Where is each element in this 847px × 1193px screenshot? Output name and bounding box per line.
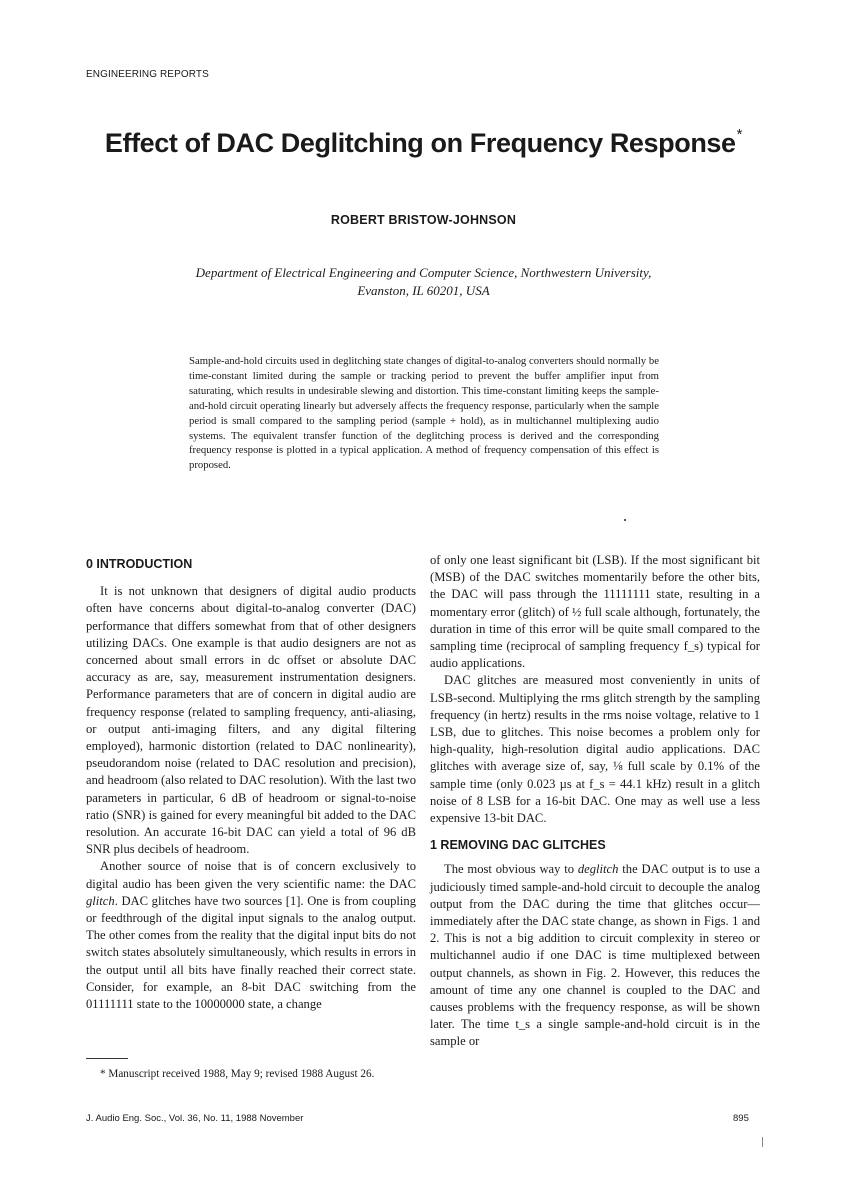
affiliation-line-2: Evanston, IL 60201, USA bbox=[357, 283, 490, 298]
journal-citation: J. Audio Eng. Soc., Vol. 36, No. 11, 1988 November bbox=[86, 1113, 304, 1124]
running-head: ENGINEERING REPORTS bbox=[86, 69, 209, 80]
paper-title bbox=[0, 128, 847, 159]
footnote: * Manuscript received 1988, May 9; revised 1988 August 26. bbox=[100, 1068, 375, 1080]
paragraph-text: . DAC glitches have two sources [1]. One is from coupling or feedthrough of the digital input signals to the analog output. The other comes from the reality that the digital input bits do not switch states absolutely simultaneously, which results in errors in the output until all bits have finally reached their correct state. Consider, for example, an 8-bit DAC switching from the 01111111 state to the 10000000 state, a change bbox=[86, 893, 416, 1012]
left-column bbox=[86, 552, 416, 1013]
right-column bbox=[430, 552, 760, 1051]
paragraph-continued: of only one least significant bit (LSB). If the most significant bit (MSB) of the DAC switches momentarily before the other bits, the DAC will pass through the 11111111 state, resulting in a momentary error (glitch) of ½ full scale although, fortunately, the duration in time of this error will be quite small compared to the sampling time (reciprocal of sampling frequency f_s) typical for audio applications. bbox=[430, 553, 761, 671]
page-number: 895 bbox=[733, 1113, 749, 1124]
affiliation bbox=[100, 264, 747, 300]
paragraph bbox=[86, 858, 416, 1013]
paragraph bbox=[430, 861, 760, 1050]
emphasis: deglitch bbox=[577, 862, 619, 877]
stray-mark bbox=[624, 519, 626, 521]
affiliation-line-1: Department of Electrical Engineering and Computer Science, Northwestern University, bbox=[195, 265, 652, 280]
paragraph-text: the DAC output is to use a judiciously timed sample-and-hold circuit to decouple the analog output from the DAC during the time that glitches occur—immediately after the DAC state change, as shown in Figs. 1 and 2. This is not a big addition to circuit complexity in stereo or multichannel audio if one DAC is time multiplexed between output channels, as shown in Fig. 2. However, this reduces the amount of time any one channel is coupled to the DAC and causes problems with the frequency response, as will be shown later. The time t_s a single sample-and-hold circuit is in the sample or bbox=[430, 862, 760, 1049]
paragraph-text: Another source of noise that is of concern exclusively to digital audio has been given the very scientific name: the DAC bbox=[86, 859, 416, 891]
paragraph: DAC glitches are measured most conveniently in units of LSB-second. Multiplying the rms glitch strength by the sampling frequency (in hertz) results in the rms noise voltage, relative to 1 LSB, due to glitches. This noise becomes a problem only for high-quality, high-resolution digital audio applications. DAC glitches with average size of, say, ⅛ full scale by 0.1% of the sample time (only 0.023 µs at f_s = 44.1 kHz) result in a glitch noise of 8 LSB for a 16-bit DAC. One may as well use a less expensive 13-bit DAC. bbox=[430, 673, 760, 826]
section-heading-removing-glitches: 1 REMOVING DAC GLITCHES bbox=[430, 838, 606, 853]
emphasis: glitch bbox=[86, 893, 115, 908]
paragraph-text: The most obvious way to bbox=[444, 862, 578, 877]
title-footnote-mark: * bbox=[736, 126, 743, 143]
section-heading-introduction: 0 INTRODUCTION bbox=[86, 557, 193, 571]
abstract: Sample-and-hold circuits used in deglitching state changes of digital-to-analog converters should normally be time-constant limited during the sample or tracking period to prevent the buffer amplifier input from saturating, which results in undesirable slewing and distortion. This time-constant limiting keeps the sample-and-hold circuit operating linearly but adversely affects the frequency response, particularly when the sample period is small compared to the sampling period (sample + hold), as in multichannel multiplexing audio systems. The equivalent transfer function of the deglitching process is derived and the corresponding frequency response is plotted in a typical application. A method of frequency compensation of this effect is proposed. bbox=[189, 355, 659, 472]
margin-mark bbox=[762, 1137, 763, 1147]
author-name: ROBERT BRISTOW-JOHNSON bbox=[330, 213, 517, 227]
title-text: Effect of DAC Deglitching on Frequency Response bbox=[104, 128, 736, 158]
paragraph: It is not unknown that designers of digital audio products often have concerns about digital-to-analog converter (DAC) performance that differs somewhat from that of other designers utilizing DACs. One example is that audio designers are not as concerned about small errors in dc offset or absolute DAC accuracy as are, say, measurement instrumentation designers. Performance parameters that are of concern in digital audio are frequency response (related to sampling frequency, anti-aliasing, or output anti-imaging filters, and any digital filtering employed), harmonic distortion (related to DAC nonlinearity), pseudorandom noise (related to DAC resolution and precision), and headroom (also related to DAC resolution). With the last two parameters in particular, 6 dB of headroom or signal-to-noise ratio (SNR) is gained for every meaningful bit added to the DAC resolution. An accurate 16-bit DAC can yield a total of 96 dB SNR plus decibels of headroom. bbox=[86, 584, 416, 857]
footnote-rule bbox=[86, 1058, 128, 1059]
